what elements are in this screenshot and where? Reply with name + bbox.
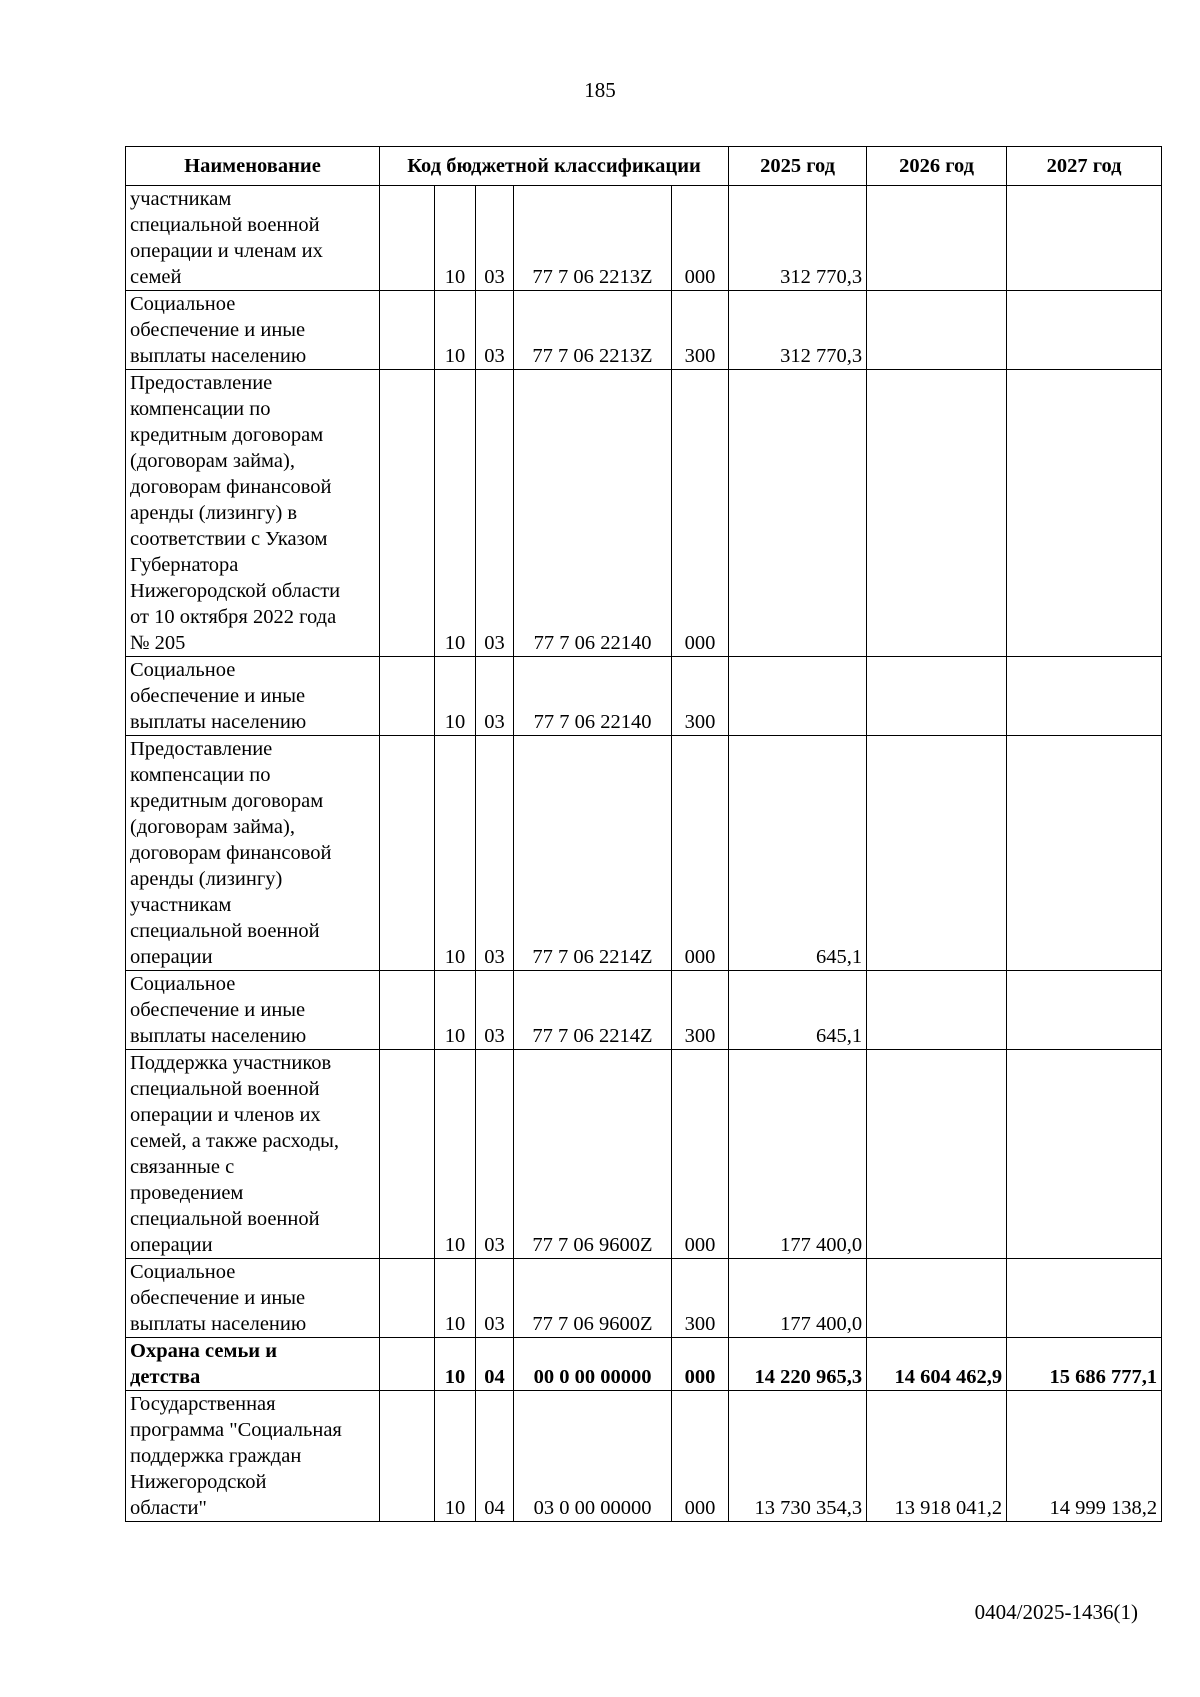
row-empty [380,291,435,370]
table-row [126,1391,1162,1522]
row-subsection: 03 [476,971,514,1050]
row-amount-2025: 312 770,3 [729,186,867,291]
budget-table [125,146,1162,1522]
row-amount-2026 [867,657,1007,736]
row-section: 10 [435,1259,476,1338]
row-amount-2026 [867,291,1007,370]
row-empty [380,370,435,657]
row-amount-2025 [729,370,867,657]
row-section: 10 [435,370,476,657]
document-code: 0404/2025-1436(1) [974,1600,1138,1624]
row-amount-2026 [867,186,1007,291]
row-amount-2025: 177 400,0 [729,1050,867,1259]
row-amount-2027 [1007,291,1162,370]
header-code: Код бюджетной классификации [380,147,729,186]
row-amount-2027 [1007,736,1162,971]
row-expense-type: 300 [672,291,729,370]
row-name: Поддержка участников специальной военной операции и членов их семей, а также расходы, связанные с проведением специальной военной операции [126,1050,380,1259]
row-subsection: 03 [476,370,514,657]
row-expense-type: 000 [672,1338,729,1391]
row-amount-2026 [867,1050,1007,1259]
page-number: 185 [584,78,616,102]
row-amount-2027 [1007,1259,1162,1338]
row-section: 10 [435,657,476,736]
row-name: Предоставление компенсации по кредитным договорам (договорам займа), договорам финансовой аренды (лизингу) участникам специальной военной операции [126,736,380,971]
row-expense-type: 300 [672,971,729,1050]
row-subsection: 03 [476,1259,514,1338]
row-section: 10 [435,1050,476,1259]
row-subsection: 03 [476,1050,514,1259]
row-empty [380,736,435,971]
row-expense-type: 000 [672,186,729,291]
row-name: Социальное обеспечение и иные выплаты населению [126,971,380,1050]
row-amount-2025: 645,1 [729,736,867,971]
row-amount-2027: 14 999 138,2 [1007,1391,1162,1522]
row-subsection: 03 [476,186,514,291]
table-row [126,291,1162,370]
row-empty [380,1391,435,1522]
row-amount-2025 [729,657,867,736]
row-expense-type: 300 [672,1259,729,1338]
header-2025: 2025 год [729,147,867,186]
row-amount-2027 [1007,370,1162,657]
row-expense-type: 300 [672,657,729,736]
row-target-article: 77 7 06 9600Z [514,1259,672,1338]
row-empty [380,1259,435,1338]
table-body [126,186,1162,1522]
row-subsection: 03 [476,657,514,736]
row-target-article: 77 7 06 22140 [514,370,672,657]
row-subsection: 03 [476,736,514,971]
table-row [126,186,1162,291]
row-subsection: 04 [476,1338,514,1391]
row-amount-2026 [867,1259,1007,1338]
row-expense-type: 000 [672,370,729,657]
row-expense-type: 000 [672,1050,729,1259]
table-row [126,971,1162,1050]
row-amount-2026 [867,736,1007,971]
row-subsection: 04 [476,1391,514,1522]
row-amount-2025: 177 400,0 [729,1259,867,1338]
row-name: Предоставление компенсации по кредитным договорам (договорам займа), договорам финансовой аренды (лизингу) в соответствии с Указом Губернатора Нижегородской области от 10 октября 2022 года № 205 [126,370,380,657]
row-name: Социальное обеспечение и иные выплаты населению [126,1259,380,1338]
row-target-article: 00 0 00 00000 [514,1338,672,1391]
table-row [126,1338,1162,1391]
row-section: 10 [435,186,476,291]
row-target-article: 77 7 06 22140 [514,657,672,736]
header-name: Наименование [126,147,380,186]
row-target-article: 77 7 06 2214Z [514,736,672,971]
table-row [126,1259,1162,1338]
table-row [126,1050,1162,1259]
table-header-row [126,147,1162,186]
row-empty [380,971,435,1050]
row-amount-2027 [1007,657,1162,736]
row-section: 10 [435,736,476,971]
row-empty [380,1338,435,1391]
row-target-article: 77 7 06 2213Z [514,291,672,370]
row-target-article: 77 7 06 2213Z [514,186,672,291]
row-name: Социальное обеспечение и иные выплаты населению [126,291,380,370]
row-amount-2025: 645,1 [729,971,867,1050]
row-target-article: 77 7 06 2214Z [514,971,672,1050]
row-amount-2026: 14 604 462,9 [867,1338,1007,1391]
row-section: 10 [435,291,476,370]
header-2027: 2027 год [1007,147,1162,186]
row-amount-2025: 312 770,3 [729,291,867,370]
table-row [126,736,1162,971]
row-section: 10 [435,1338,476,1391]
row-subsection: 03 [476,291,514,370]
row-expense-type: 000 [672,1391,729,1522]
row-amount-2025: 13 730 354,3 [729,1391,867,1522]
row-amount-2027 [1007,971,1162,1050]
row-amount-2027 [1007,186,1162,291]
row-amount-2027 [1007,1050,1162,1259]
row-amount-2026 [867,971,1007,1050]
row-target-article: 03 0 00 00000 [514,1391,672,1522]
row-empty [380,186,435,291]
table-row [126,657,1162,736]
row-section: 10 [435,971,476,1050]
row-name: Социальное обеспечение и иные выплаты населению [126,657,380,736]
row-empty [380,1050,435,1259]
row-amount-2027: 15 686 777,1 [1007,1338,1162,1391]
table-row [126,370,1162,657]
header-2026: 2026 год [867,147,1007,186]
row-target-article: 77 7 06 9600Z [514,1050,672,1259]
row-amount-2026: 13 918 041,2 [867,1391,1007,1522]
row-name: Государственная программа "Социальная поддержка граждан Нижегородской области" [126,1391,380,1522]
row-amount-2025: 14 220 965,3 [729,1338,867,1391]
row-expense-type: 000 [672,736,729,971]
row-name: участникам специальной военной операции и членам их семей [126,186,380,291]
row-amount-2026 [867,370,1007,657]
row-empty [380,657,435,736]
row-section: 10 [435,1391,476,1522]
row-name: Охрана семьи и детства [126,1338,380,1391]
